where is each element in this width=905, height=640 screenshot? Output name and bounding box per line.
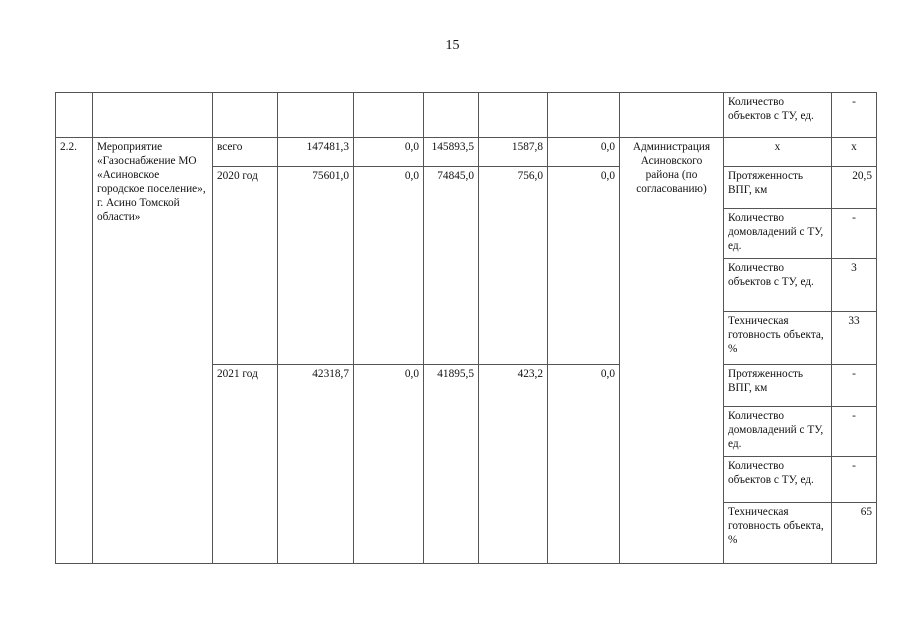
indicator-value: 20,5 — [832, 167, 877, 209]
amount-federal: 0,0 — [354, 138, 424, 167]
amount-local: 423,2 — [479, 365, 548, 564]
indicator-name: Протяженность ВПГ, км — [724, 365, 832, 407]
page-number: 15 — [445, 38, 460, 53]
indicator-name: Количество объектов с ТУ, ед. — [724, 93, 832, 138]
period-label: 2021 год — [213, 365, 278, 564]
table-row — [56, 93, 877, 138]
cell-empty — [278, 93, 354, 138]
event-name: Мероприятие «Газоснабжение МО «Асиновское городское поселение», г. Асино Томской области» — [93, 138, 213, 564]
amount-regional: 145893,5 — [424, 138, 479, 167]
amount-regional: 74845,0 — [424, 167, 479, 365]
program-table — [55, 92, 877, 564]
indicator-name: х — [724, 138, 832, 167]
indicator-value: х — [832, 138, 877, 167]
row-number: 2.2. — [56, 138, 93, 564]
cell-empty — [93, 93, 213, 138]
indicator-name: Протяженность ВПГ, км — [724, 167, 832, 209]
indicator-name: Техническая готовность объекта, % — [724, 503, 832, 564]
indicator-value: - — [832, 365, 877, 407]
amount-regional: 41895,5 — [424, 365, 479, 564]
amount-local: 1587,8 — [479, 138, 548, 167]
amount-other: 0,0 — [548, 138, 620, 167]
period-label: всего — [213, 138, 278, 167]
cell-empty — [424, 93, 479, 138]
amount-local: 756,0 — [479, 167, 548, 365]
indicator-value: - — [832, 93, 877, 138]
amount-total: 75601,0 — [278, 167, 354, 365]
amount-federal: 0,0 — [354, 167, 424, 365]
indicator-value: - — [832, 407, 877, 457]
amount-federal: 0,0 — [354, 365, 424, 564]
cell-empty — [548, 93, 620, 138]
amount-other: 0,0 — [548, 365, 620, 564]
indicator-value: - — [832, 209, 877, 259]
indicator-name: Количество домовладений с ТУ, ед. — [724, 209, 832, 259]
cell-empty — [56, 93, 93, 138]
indicator-value: - — [832, 457, 877, 503]
indicator-value: 3 — [832, 259, 877, 312]
indicator-value: 33 — [832, 312, 877, 365]
amount-total: 42318,7 — [278, 365, 354, 564]
cell-empty — [213, 93, 278, 138]
indicator-name: Количество объектов с ТУ, ед. — [724, 457, 832, 503]
indicator-name: Техническая готовность объекта, % — [724, 312, 832, 365]
cell-empty — [354, 93, 424, 138]
executor: Администрация Асиновского района (по согласованию) — [620, 138, 724, 564]
cell-empty — [620, 93, 724, 138]
amount-other: 0,0 — [548, 167, 620, 365]
table-row — [56, 138, 877, 167]
indicator-name: Количество объектов с ТУ, ед. — [724, 259, 832, 312]
period-label: 2020 год — [213, 167, 278, 365]
indicator-value: 65 — [832, 503, 877, 564]
indicator-name: Количество домовладений с ТУ, ед. — [724, 407, 832, 457]
cell-empty — [479, 93, 548, 138]
amount-total: 147481,3 — [278, 138, 354, 167]
